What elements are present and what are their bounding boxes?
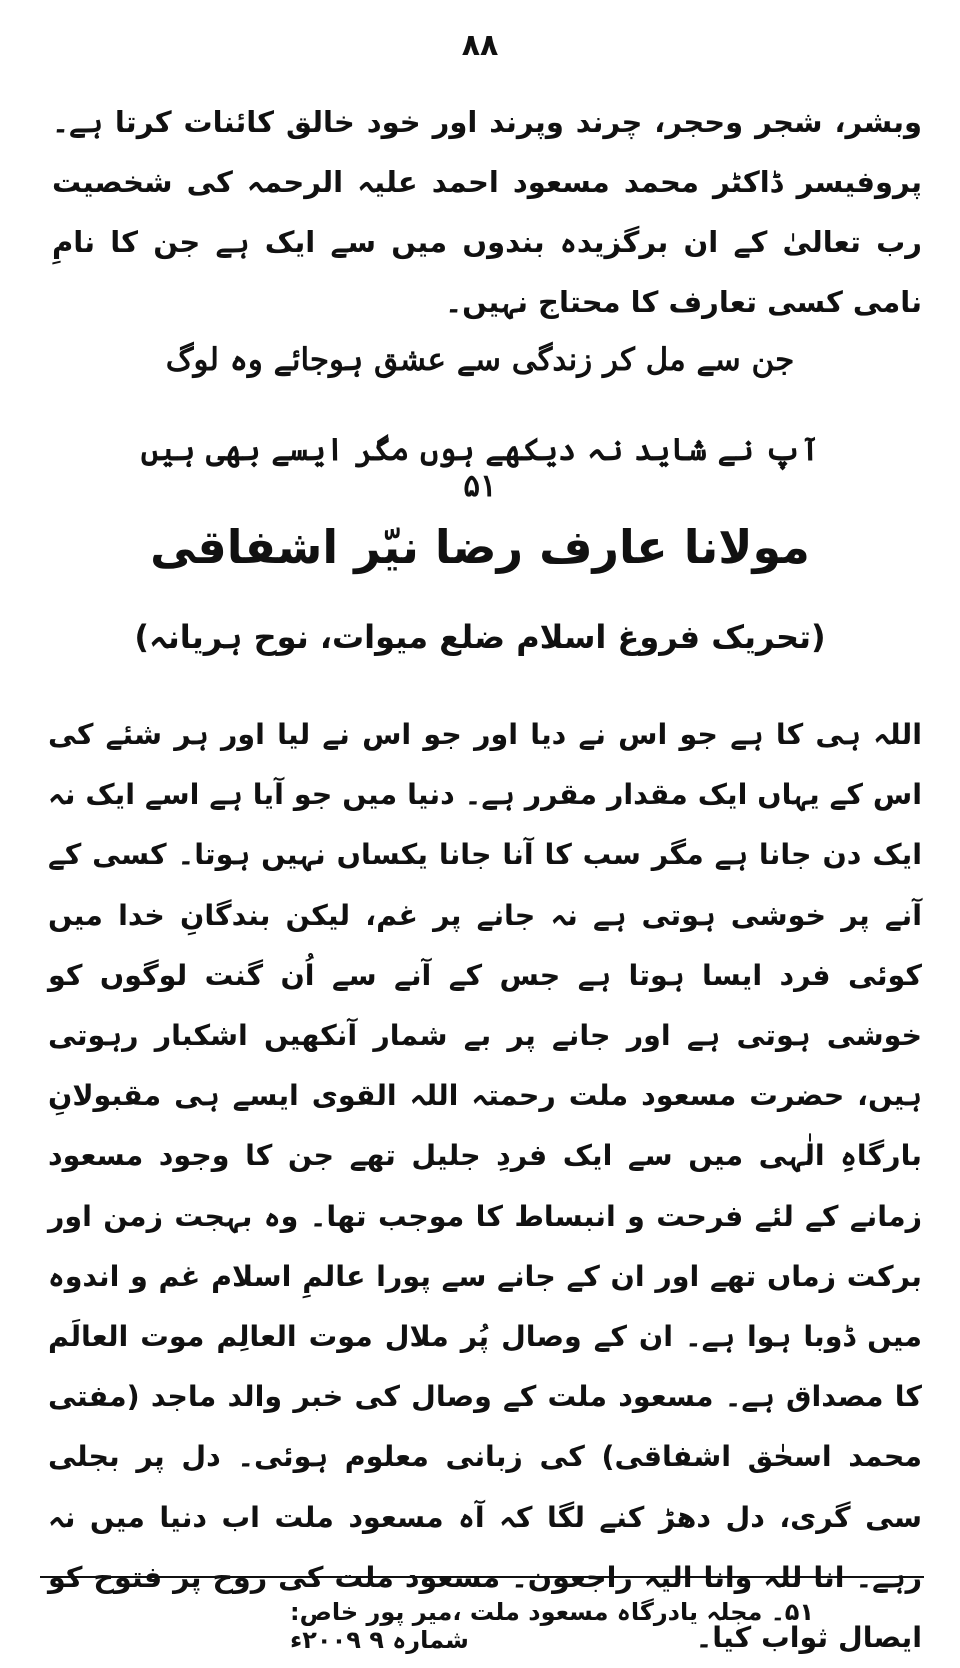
article-body: اللہ ہی کا ہے جو اس نے دیا اور جو اس نے لیا اور ہر شئے کی اس کے یہاں ایک مقدار مقرر ہے۔ دنیا میں جو آیا ہے اسے ایک نہ ایک دن جانا ہے مگر سب کا آنا جانا یکساں نہیں ہوتا۔ کسی کے آنے پر خوشی ہوتی ہے نہ جانے پر غم، لیکن بندگانِ خدا میں کوئی فرد ایسا ہوتا ہے جس کے آنے سے اُن گنت لوگوں کو خوشی ہوتی ہے اور جانے پر بے شمار آنکھیں اشکبار رہوتی ہیں، حضرت مسعود ملت رحمتہ اللہ القوی ایسے ہی مقبولانِ بارگاہِ الٰہی میں سے ایک فردِ جلیل تھے جن کا وجود مسعود زمانے کے لئے فرحت و انبساط کا موجب تھا۔ وہ بہجت زمن اور برکت زماں تھے اور ان کے جانے سے پورا عالمِ اسلام غم و اندوہ میں ڈوبا ہوا ہے۔ ان کے وصال پُر ملال موت العالِم موت العالَم کا مصداق ہے۔ مسعود ملت کے وصال کی خبر والد ماجد (مفتی محمد اسحٰق اشفاقی) کی زبانی معلوم ہوئی۔ دل پر بجلی سی گری، دل دھڑ کنے لگا کہ آہ مسعود ملت اب دنیا میں نہ رہے۔ انا للہ وانا الیہ راجعون۔ مسعود ملت کی روح پر فتوح کو ایصال ثواب کیا۔ [48,718,922,1655]
verse-line-2: آپ نے شاید نہ دیکھے ہوں مگر ایسے بھی ہیں ۵۱ [140,432,820,504]
article-title: مولانا عارف رضا نیّر اشفاقی [150,520,810,574]
verse-line-1: جن سے مل کر زندگی سے عشق ہوجائے وہ لوگ [165,342,795,378]
page-number: ۸۸ [461,28,499,63]
footnote: ۵۱۔ مجلہ یادرگاہ مسعود ملت ،میر پور خاص: شمارہ ۹ ۲۰۰۹ء [290,1598,815,1654]
intro-paragraph: وبشر، شجر وحجر، چرند وپرند اور خود خالق کائنات کرتا ہے۔ پروفیسر ڈاکٹر محمد مسعود احمد علیہ الرحمہ کی شخصیت رب تعالیٰ کے ان برگزیدہ بندوں میں سے ایک ہے جن کا نامِ نامی کسی تعارف کا محتاج نہیں۔ [52,105,922,319]
article-subtitle: (تحریک فروغ اسلام ضلع میوات، نوح ہریانہ) [134,618,826,656]
footnote-divider [40,1576,924,1578]
